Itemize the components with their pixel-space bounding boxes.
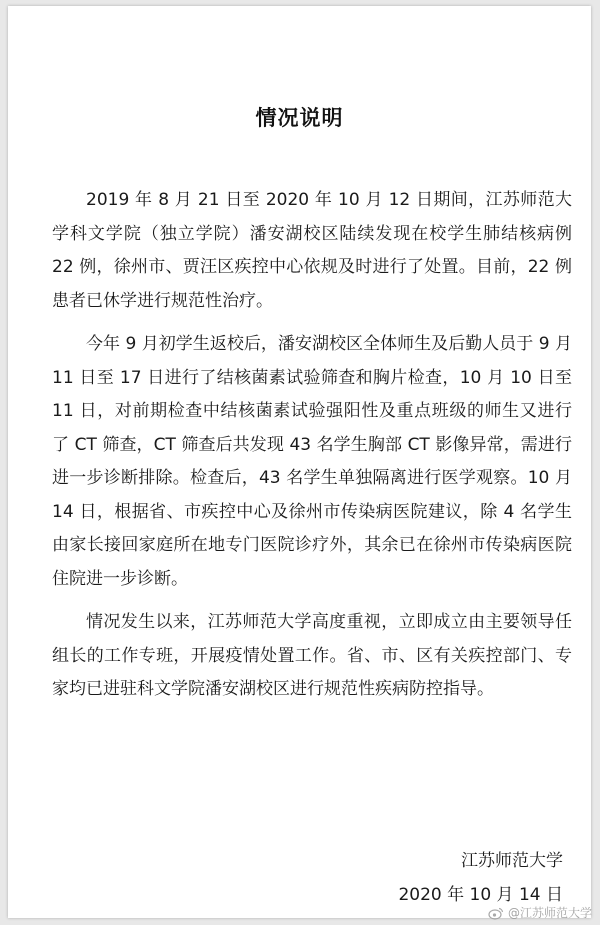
document-title: 情况说明: [255, 106, 344, 130]
signature-date: 2020 年 10 月 14 日: [398, 885, 563, 905]
signature-organization: 江苏师范大学: [461, 851, 563, 871]
paragraph-3: 情况发生以来，江苏师范大学高度重视，立即成立由主要领导任组长的工作专班，开展疫情处置工作。省、市、区有关疾控部门、专家均已进驻科文学院潘安湖校区进行规范性疾病防控指导。: [52, 612, 572, 699]
document-body: [52, 184, 572, 717]
paragraph-2: 今年 9 月初学生返校后，潘安湖校区全体师生及后勤人员于 9 月 11 日至 17 日进行了结核菌素试验筛查和胸片检查，10 月 10 日至 11 日，对前期检查中结核菌素试验强阳性及重点班级的师生又进行了 CT 筛查，CT 筛查后共发现 43 名学生胸部 CT 影像异常，需进行进一步诊断排除。检查后，43 名学生单独隔离进行医学观察。10 月 14 日，根据省、市疾控中心及徐州市传染病医院建议，除 4 名学生由家长接回家庭所在地专门医院诊疗外，其余已在徐州市传染病医院住院进一步诊断。: [52, 334, 572, 589]
paragraph-1: 2019 年 8 月 21 日至 2020 年 10 月 12 日期间，江苏师范大学科文学院（独立学院）潘安湖校区陆续发现在校学生肺结核病例 22 例，徐州市、贾汪区疾控中心依规及时进行了处置。目前，22 例患者已休学进行规范性治疗。: [52, 190, 572, 311]
watermark-text: @江苏师范大学: [507, 906, 592, 920]
weibo-watermark: [488, 905, 592, 921]
signature-block: [398, 844, 563, 912]
document-page: [8, 6, 591, 918]
weibo-icon: [488, 906, 504, 920]
